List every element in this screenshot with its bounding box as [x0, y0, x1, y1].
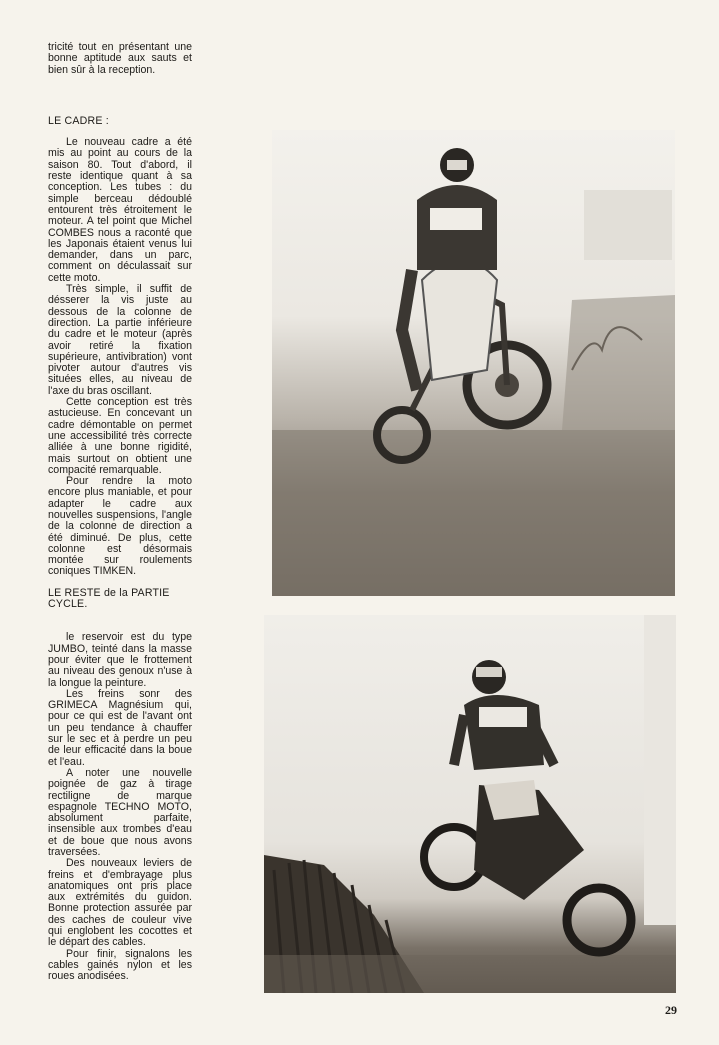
paragraph: Les freins sonr des GRIMECA Magnésium qui, pour ce qui est de l'avant ont un peu tendance à chauffer sur le sec et à perdre un peu de leur efficacité dans la boue et l'eau. — [48, 687, 192, 768]
rider-jump-illustration — [264, 615, 676, 993]
paragraph: Le nouveau cadre a été mis au point au cours de la saison 80. Tout d'abord, il reste identique quant à sa conception. Les tubes : du simple berceau dédoublé entourent très étroitement le moteur. A tel point que Michel COMBES nous a raconté que les Japonais étaient venus lui demander, dans un parc, comment on déculassait sur cette moto. — [48, 136, 192, 284]
text-column — [48, 42, 192, 983]
photo-motocross-rider-top — [272, 130, 675, 596]
page-number: 29 — [665, 1003, 677, 1017]
paragraph: Pour rendre la moto encore plus maniable, et pour adapter le cadre aux nouvelles suspensions, l'angle de la colonne de direction a été diminué. De plus, cette colonne est désormais montée sur roulements coniques TIMKEN. — [48, 475, 192, 578]
paragraph: le reservoir est du type JUMBO, teinté dans la masse pour éviter que le frottement au niveau des genoux n'use à la longue la peinture. — [48, 631, 192, 689]
paragraph: Très simple, il suffit de désserer la vis juste au dessous de la colonne de direction. La partie inférieure du cadre et le moteur (après avoir retiré la fixation supérieure, antivibration) vont pivoter autour d'autres vis situées elles, au niveau de l'axe du bras oscillant. — [48, 283, 192, 397]
lead-paragraph: tricité tout en présentant une bonne aptitude aux sauts et bien sûr à la reception. — [48, 41, 192, 76]
rider-wheelie-illustration — [272, 130, 675, 596]
paragraph: Cette conception est très astucieuse. En concevant un cadre démontable on permet une accessibilité très correcte alliée à une bonne rigidité, mais surtout on obtient une compacité remarquable. — [48, 396, 192, 476]
section-heading-cadre: LE CADRE : — [48, 114, 109, 127]
section-heading-partie-cycle: LE RESTE de la PARTIE CYCLE. — [48, 586, 170, 611]
paragraph: Pour finir, signalons les cables gainés nylon et les roues anodisées. — [48, 947, 192, 983]
paragraph: Des nouveaux leviers de freins et d'embrayage plus anatomiques ont pris place aux extrémités du guidon. Bonne protection assurée par des caches de couleur vive qui englobent les cocottes et le départ des cables. — [48, 857, 192, 949]
paragraph: A noter une nouvelle poignée de gaz à tirage rectiligne de marque espagnole TECHNO MOTO, absolument parfaite, insensible aux trombes d'eau et de boue que nous avons traversées. — [48, 766, 192, 858]
photo-motocross-rider-jump — [264, 615, 676, 993]
